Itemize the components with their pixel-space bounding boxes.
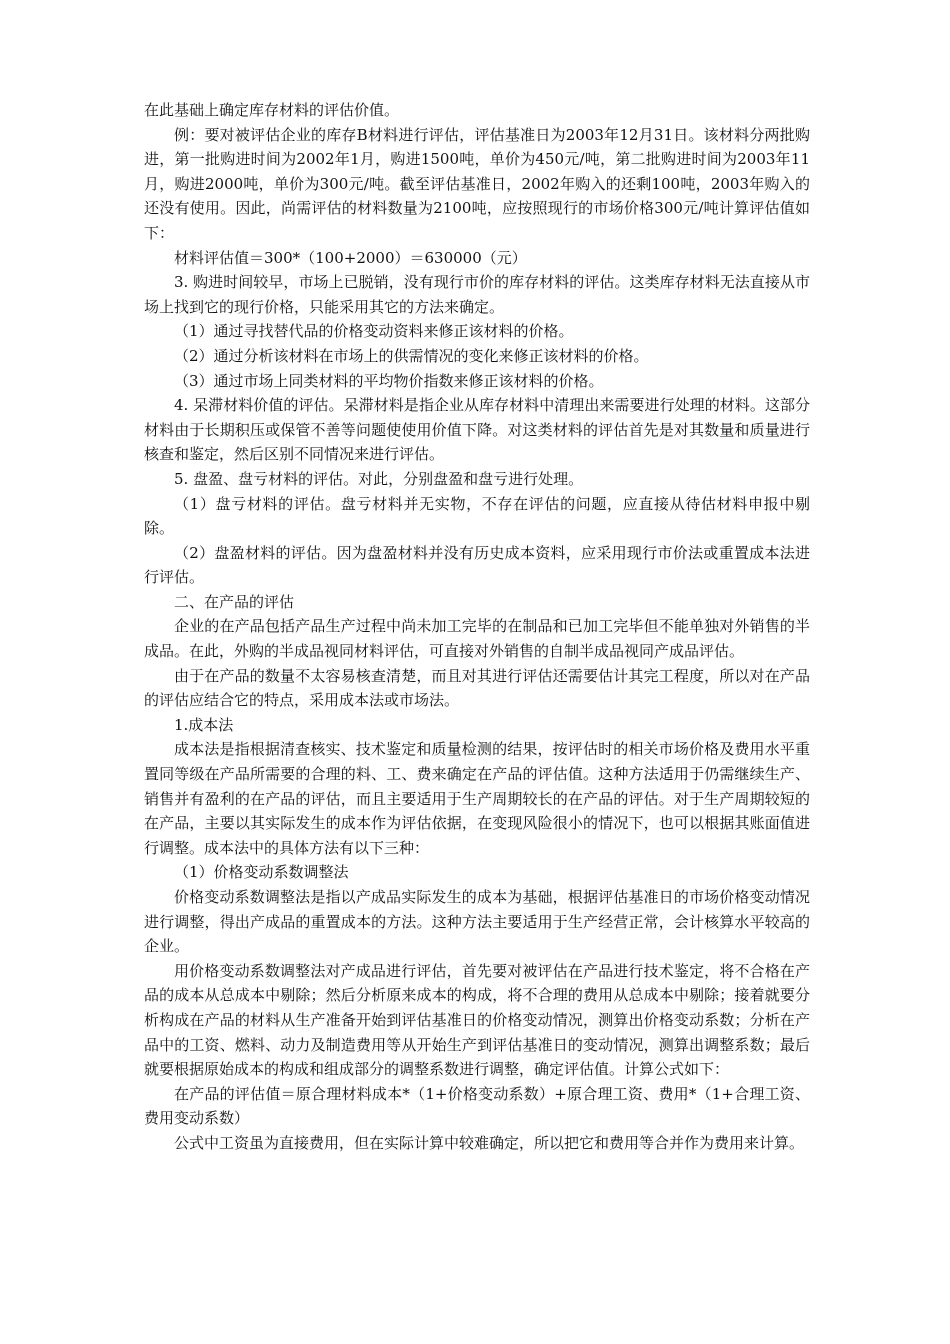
- paragraph-item-4: 4. 呆滞材料价值的评估。呆滞材料是指企业从库存材料中清理出来需要进行处理的材料。这部分材料由于长期积压或保管不善等问题使使用价值下降。对这类材料的评估首先是对其数量和质量进行核查和鉴定，然后区别不同情况来进行评估。: [144, 396, 810, 464]
- paragraph-formula-material: 材料评估值＝300*（100+2000）＝630000（元）: [174, 248, 527, 267]
- subheading-price-coefficient: （1）价格变动系数调整法: [174, 863, 349, 882]
- paragraph-subitem-2: （2）通过分析该材料在市场上的供需情况的变化来修正该材料的价格。: [174, 346, 649, 365]
- paragraph-formula-wip: 在产品的评估值＝原合理材料成本*（1+价格变动系数）+原合理工资、费用*（1+合理工资、费用变动系数）: [144, 1084, 810, 1128]
- paragraph-item-5: 5. 盘盈、盘亏材料的评估。对此，分别盘盈和盘亏进行处理。: [174, 469, 584, 488]
- subheading-cost-method: 1.成本法: [174, 715, 234, 734]
- paragraph-wip-method: 由于在产品的数量不太容易核查清楚，而且对其进行评估还需要估计其完工程度，所以对在产品的评估应结合它的特点，采用成本法或市场法。: [144, 666, 810, 710]
- paragraph-adjustment-steps: 用价格变动系数调整法对产成品进行评估，首先要对被评估在产品进行技术鉴定，将不合格在产品的成本从总成本中剔除；然后分析原来成本的构成，将不合理的费用从总成本中剔除；接着就要分析构成在产品的材料从生产准备开始到评估基准日的价格变动情况，测算出价格变动系数；分析在产品中的工资、燃料、动力及制造费用等从开始生产到评估基准日的变动情况，测算出调整系数；最后就要根据原始成本的构成和组成部分的调整系数进行调整，确定评估值。计算公式如下：: [144, 961, 810, 1079]
- paragraph-wip-definition: 企业的在产品包括产品生产过程中尚未加工完毕的在制品和已加工完毕但不能单独对外销售的半成品。在此，外购的半成品视同材料评估，可直接对外销售的自制半成品视同产成品评估。: [144, 617, 810, 661]
- paragraph-example: 例：要对被评估企业的库存B材料进行评估，评估基准日为2003年12月31日。该材料分两批购进，第一批购进时间为2002年1月，购进1500吨，单价为450元/吨，第二批购进时间为2003年11月，购进2000吨，单价为300元/吨。截至评估基准日，2002年购入的还剩100吨，2003年购入的还没有使用。因此，尚需评估的材料数量为2100吨，应按照现行的市场价格300元/吨计算评估值如下：: [144, 125, 810, 242]
- document-page: [144, 98, 810, 1156]
- paragraph-surplus-material: （2）盘盈材料的评估。因为盘盈材料并没有历史成本资料，应采用现行市价法或重置成本法进行评估。: [144, 543, 810, 587]
- paragraph-cost-method: 成本法是指根据清查核实、技术鉴定和质量检测的结果，按评估时的相关市场价格及费用水平重置同等级在产品所需要的合理的料、工、费来确定在产品的评估值。这种方法适用于仍需继续生产、销售并有盈利的在产品的评估，而且主要适用于生产周期较长的在产品的评估。对于生产周期较短的在产品，主要以其实际发生的成本作为评估依据，在变现风险很小的情况下，也可以根据其账面值进行调整。成本法中的具体方法有以下三种：: [144, 740, 810, 857]
- paragraph-price-coefficient: 价格变动系数调整法是指以产成品实际发生的成本为基础，根据评估基准日的市场价格变动情况进行调整，得出产成品的重置成本的方法。这种方法主要适用于生产经营正常，会计核算水平较高的企业。: [144, 888, 810, 956]
- paragraph-formula-note: 公式中工资虽为直接费用，但在实际计算中较难确定，所以把它和费用等合并作为费用来计算。: [174, 1133, 805, 1152]
- paragraph-loss-material: （1）盘亏材料的评估。盘亏材料并无实物，不存在评估的问题，应直接从待估材料申报中剔除。: [144, 494, 810, 538]
- paragraph-subitem-3: （3）通过市场上同类材料的平均物价指数来修正该材料的价格。: [174, 371, 604, 390]
- section-heading-wip: 二、在产品的评估: [174, 592, 295, 611]
- paragraph-intro: 在此基础上确定库存材料的评估价值。: [144, 101, 400, 119]
- paragraph-item-3: 3. 购进时间较早，市场上已脱销，没有现行市价的库存材料的评估。这类库存材料无法直接从市场上找到它的现行价格，只能采用其它的方法来确定。: [144, 273, 810, 316]
- paragraph-subitem-1: （1）通过寻找替代品的价格变动资料来修正该材料的价格。: [174, 322, 574, 341]
